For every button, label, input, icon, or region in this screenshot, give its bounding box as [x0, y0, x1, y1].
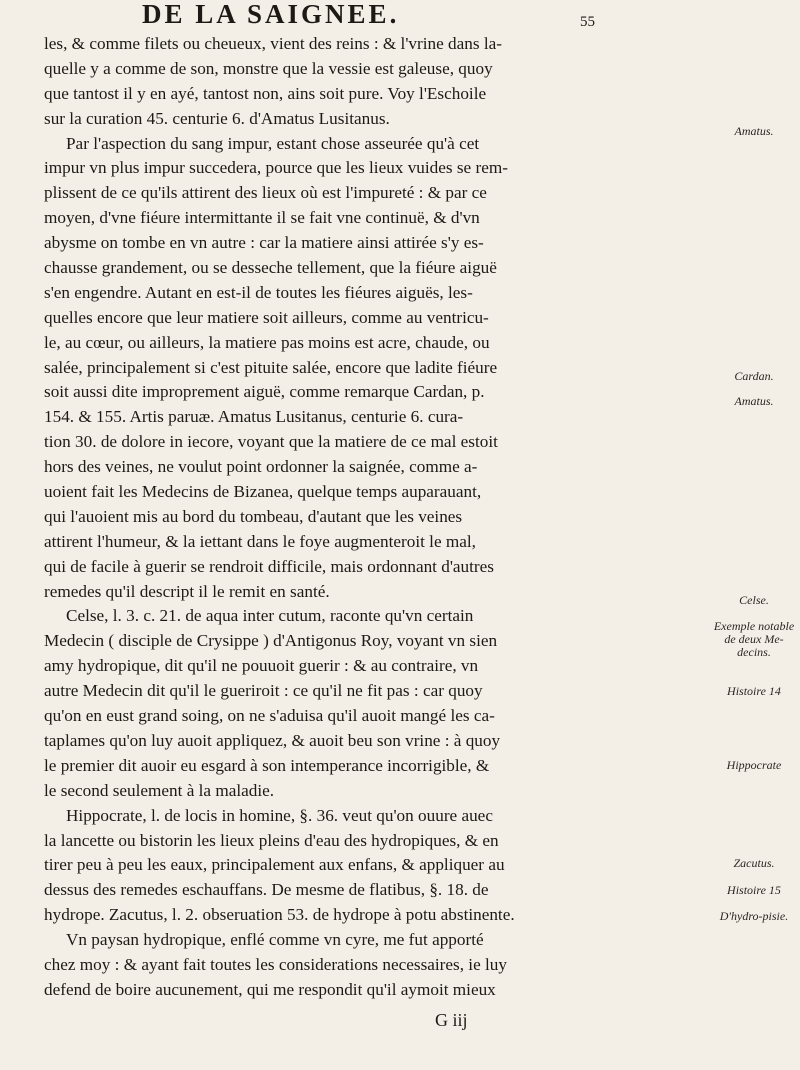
text-line: Medecin ( disciple de Crysippe ) d'Antigonus Roy, voyant vn sien: [44, 631, 498, 651]
margin-note-hydropisie: D'hydro-pisie.: [719, 909, 789, 923]
main-text: [44, 32, 764, 1003]
text-line: qui de facile à guerir se rendroit difficile, mais ordonnant d'autres: [44, 556, 494, 576]
margin-note-exemple: Exemple notable de deux Me-decins.: [713, 619, 795, 659]
text-line: dessus des remedes eschauffans. De mesme de flatibus, §. 18. de: [44, 880, 489, 900]
text-line: qui l'auoient mis au bord du tombeau, d'autant que les veines: [44, 506, 463, 526]
margin-note-celse: Celse.: [739, 593, 769, 607]
margin-note-histoire-15: Histoire 15: [727, 883, 781, 897]
margin-note-hippocrate: Hippocrate: [726, 758, 782, 772]
text-line: hydrope. Zacutus, l. 2. obseruation 53. de hydrope à potu abstinente.: [44, 905, 515, 925]
text-line: la lancette ou bistorin les lieux pleins d'eau des hydropiques, & en: [44, 830, 499, 850]
text-line: uoient fait les Medecins de Bizanea, quelque temps auparauant,: [44, 482, 482, 502]
text-line: Hippocrate, l. de locis in homine, §. 36. veut qu'on ouure auec: [66, 805, 493, 825]
text-line: 154. & 155. Artis paruæ. Amatus Lusitanus, centurie 6. cura-: [44, 407, 464, 427]
text-line: plissent de ce qu'ils attirent des lieux où est l'impureté : & par ce: [44, 183, 487, 203]
text-line: salée, principalement si c'est pituite salée, encore que ladite fiéure: [44, 357, 498, 377]
text-line: sur la curation 45. centurie 6. d'Amatus Lusitanus.: [44, 108, 390, 128]
text-line: les, & comme filets ou cheueux, vient des reins : & l'vrine dans la-: [44, 34, 502, 53]
text-line: impur vn plus impur succedera, pource que les lieux vuides se rem-: [44, 158, 508, 178]
text-line: taplames qu'on luy auoit appliquez, & auoit beu son vrine : à quoy: [44, 730, 501, 750]
text-line: moyen, d'vne fiéure intermittante il se fait vne continuë, & d'vn: [44, 208, 480, 228]
text-line: hors des veines, ne voulut point ordonner la saignée, comme a-: [44, 457, 478, 477]
margin-note-histoire-14: Histoire 14: [727, 684, 781, 698]
text-line: autre Medecin dit qu'il le gueriroit : ce qu'il ne fit pas : car quoy: [44, 681, 483, 701]
margin-note-cardan: Cardan.: [734, 369, 774, 383]
text-line: le premier dit auoir eu esgard à son intemperance incorrigible, &: [44, 755, 490, 775]
text-line: le, au cœur, ou ailleurs, la matiere pas moins est acre, chaude, ou: [44, 332, 490, 352]
text-line: abysme on tombe en vn autre : car la matiere ainsi attirée s'y es-: [44, 233, 484, 253]
text-line: chausse grandement, ou se desseche tellement, que la fiéure aiguë: [44, 258, 497, 278]
text-line: le second seulement à la maladie.: [44, 780, 275, 800]
text-line: remedes qu'il descript il le remit en santé.: [44, 581, 330, 601]
text-line: amy hydropique, dit qu'il ne pouuoit guerir : & au contraire, vn: [44, 656, 479, 676]
text-line: que tantost il y en ayé, tantost non, ains soit pure. Voy l'Eschoile: [44, 83, 487, 103]
text-line: Vn paysan hydropique, enflé comme vn cyre, me fut apporté: [66, 930, 484, 950]
text-line: tirer peu à peu les eaux, principalement aux enfans, & appliquer au: [44, 855, 505, 875]
text-line: s'en engendre. Autant en est-il de toutes les fiéures aiguës, les-: [44, 282, 473, 302]
running-title: DE LA SAIGNEE.: [142, 0, 400, 29]
text-line: Par l'aspection du sang impur, estant chose asseurée qu'à cet: [66, 133, 480, 153]
text-line: qu'on en eust grand soing, on ne s'aduisa qu'il auoit mangé les ca-: [44, 706, 495, 726]
margin-note-amatus: Amatus.: [734, 124, 774, 138]
text-line: soit aussi dite improprement aiguë, comme remarque Cardan, p.: [44, 382, 485, 402]
signature-mark: G iij: [435, 1010, 468, 1030]
text-line: defend de boire aucunement, qui me respondit qu'il aymoit mieux: [44, 979, 496, 999]
text-line: quelle y a comme de son, monstre que la vessie est galeuse, quoy: [44, 58, 493, 78]
margin-note-amatus-2: Amatus.: [734, 394, 774, 408]
text-line: Celse, l. 3. c. 21. de aqua inter cutum, raconte qu'vn certain: [66, 606, 474, 626]
text-line: chez moy : & ayant fait toutes les considerations necessaires, ie luy: [44, 954, 507, 974]
text-line: tion 30. de dolore in iecore, voyant que la matiere de ce mal estoit: [44, 432, 498, 452]
text-line: attirent l'humeur, & la iettant dans le foye augmenteroit le mal,: [44, 531, 476, 551]
margin-note-zacutus: Zacutus.: [733, 856, 775, 870]
text-line: quelles encore que leur matiere soit ailleurs, comme au ventricu-: [44, 307, 489, 327]
running-header: [120, 0, 740, 36]
page-number: 55: [580, 14, 595, 30]
